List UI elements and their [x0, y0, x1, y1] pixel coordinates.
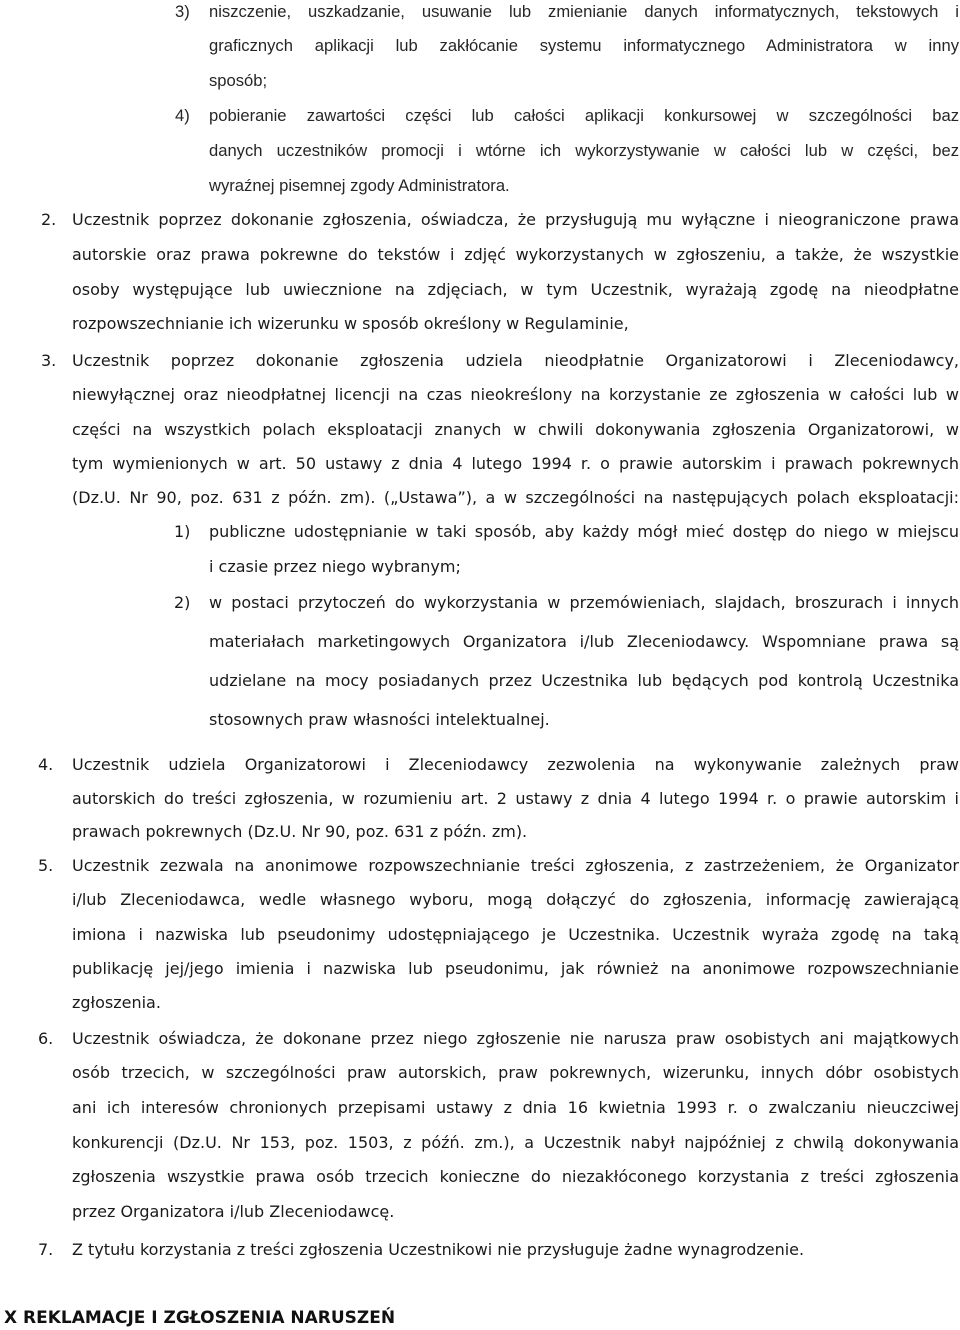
paragraph-line: Uczestnik udziela Organizatorowi i Zleceniodawcy zezwolenia na wykonywanie zależnych praw	[72, 755, 959, 774]
paragraph-line: konkurencji (Dz.U. Nr 153, poz. 1503, z późń. zm.), a Uczestnik nabył najpóźniej z chwilą dokonywania	[72, 1133, 959, 1152]
paragraph-line: osób trzecich, w szczególności praw autorskich, praw pokrewnych, wizerunku, innych dóbr osobistych	[72, 1063, 959, 1082]
list-line: graficznych aplikacji lub zakłócanie systemu informatycznego Administratora w inny	[209, 36, 959, 55]
paragraph-line: Uczestnik poprzez dokonanie zgłoszenia, oświadcza, że przysługują mu wyłączne i nieograniczone prawa	[72, 210, 959, 229]
paragraph-line: autorskie oraz prawa pokrewne do tekstów i zdjęć wykorzystanych w zgłoszeniu, a także, że wszystkie	[72, 245, 959, 264]
paragraph-line: części na wszystkich polach eksploatacji znanych w chwili dokonywania zgłoszenia Organizatorowi, w	[72, 420, 959, 439]
list-line: danych uczestników promocji i wtórne ich wykorzystywanie w całości lub w części, bez	[209, 141, 959, 160]
paragraph-line: Z tytułu korzystania z treści zgłoszenia Uczestnikowi nie przysługuje żadne wynagrodzenie.	[72, 1240, 805, 1259]
paragraph-line: Uczestnik zezwala na anonimowe rozpowszechnianie treści zgłoszenia, z zastrzeżeniem, że Organizator	[72, 856, 959, 875]
list-number: 1)	[174, 522, 191, 541]
paragraph-line: zgłoszenia wszystkie prawa osób trzecich konieczne do niezakłóconego korzystania z treści zgłoszenia	[72, 1167, 959, 1186]
paragraph-number: 6.	[38, 1029, 54, 1048]
list-number: 3)	[175, 2, 190, 21]
paragraph-line: rozpowszechnianie ich wizerunku w sposób określony w Regulaminie,	[72, 314, 629, 333]
paragraph-line: osoby występujące lub uwiecznione na zdjęciach, w tym Uczestnik, wyrażają zgodę na nieodpłatne	[72, 280, 959, 299]
paragraph-line: zgłoszenia.	[72, 993, 161, 1012]
list-line: i czasie przez niego wybranym;	[209, 557, 461, 576]
section-heading: X REKLAMACJE I ZGŁOSZENIA NARUSZEŃ	[4, 1308, 396, 1328]
list-line: pobieranie zawartości części lub całości aplikacji konkursowej w szczególności baz	[209, 106, 959, 125]
paragraph-line: przez Organizatora i/lub Zleceniodawcę.	[72, 1202, 395, 1221]
paragraph-line: tym wymienionych w art. 50 ustawy z dnia 4 lutego 1994 r. o prawie autorskim i prawach pokrewnych	[72, 454, 959, 473]
paragraph-line: Uczestnik oświadcza, że dokonane przez niego zgłoszenie nie narusza praw osobistych ani majątkowych	[72, 1029, 959, 1048]
paragraph-line: Uczestnik poprzez dokonanie zgłoszenia udziela nieodpłatnie Organizatorowi i Zleceniodawcy,	[72, 351, 959, 370]
list-line: w postaci przytoczeń do wykorzystania w przemówieniach, slajdach, broszurach i innych	[209, 593, 959, 612]
list-line: stosownych praw własności intelektualnej.	[209, 710, 550, 729]
paragraph-line: autorskich do treści zgłoszenia, w rozumieniu art. 2 ustawy z dnia 4 lutego 1994 r. o prawie autorskim i	[72, 789, 959, 808]
paragraph-number: 3.	[41, 351, 57, 370]
list-number: 4)	[175, 106, 190, 125]
list-line: publiczne udostępnianie w taki sposób, aby każdy mógł mieć dostęp do niego w miejscu	[209, 522, 959, 541]
list-line: wyraźnej pisemnej zgody Administratora.	[209, 176, 510, 195]
paragraph-number: 4.	[38, 755, 54, 774]
paragraph-line: imiona i nazwiska lub pseudonimy udostępniającego je Uczestnika. Uczestnik wyraża zgodę na taką	[72, 925, 959, 944]
list-number: 2)	[174, 593, 191, 612]
paragraph-line: prawach pokrewnych (Dz.U. Nr 90, poz. 631 z późn. zm).	[72, 822, 528, 841]
paragraph-number: 7.	[38, 1240, 54, 1259]
paragraph-number: 2.	[41, 210, 57, 229]
list-line: udzielane na mocy posiadanych przez Uczestnika lub będących pod kontrolą Uczestnika	[209, 671, 959, 690]
paragraph-line: (Dz.U. Nr 90, poz. 631 z późn. zm). („Ustawa”), a w szczególności na następujących polach eksploatacji:	[72, 488, 959, 507]
paragraph-number: 5.	[38, 856, 54, 875]
list-line: materiałach marketingowych Organizatora i/lub Zleceniodawcy. Wspomniane prawa są	[209, 632, 959, 651]
list-line: niszczenie, uszkadzanie, usuwanie lub zmienianie danych informatycznych, tekstowych i	[209, 2, 959, 21]
paragraph-line: i/lub Zleceniodawca, wedle własnego wyboru, mogą dołączyć do zgłoszenia, informację zawierającą	[72, 890, 959, 909]
paragraph-line: niewyłącznej oraz nieodpłatnej licencji na czas nieokreślony na korzystanie ze zgłoszenia w całości lub w	[72, 385, 959, 404]
paragraph-line: ani ich interesów chronionych przepisami ustawy z dnia 16 kwietnia 1993 r. o zwalczaniu nieuczciwej	[72, 1098, 959, 1117]
list-line: sposób;	[209, 71, 268, 90]
paragraph-line: publikację jej/jego imienia i nazwiska lub pseudonimu, jak również na anonimowe rozpowszechnianie	[72, 959, 959, 978]
